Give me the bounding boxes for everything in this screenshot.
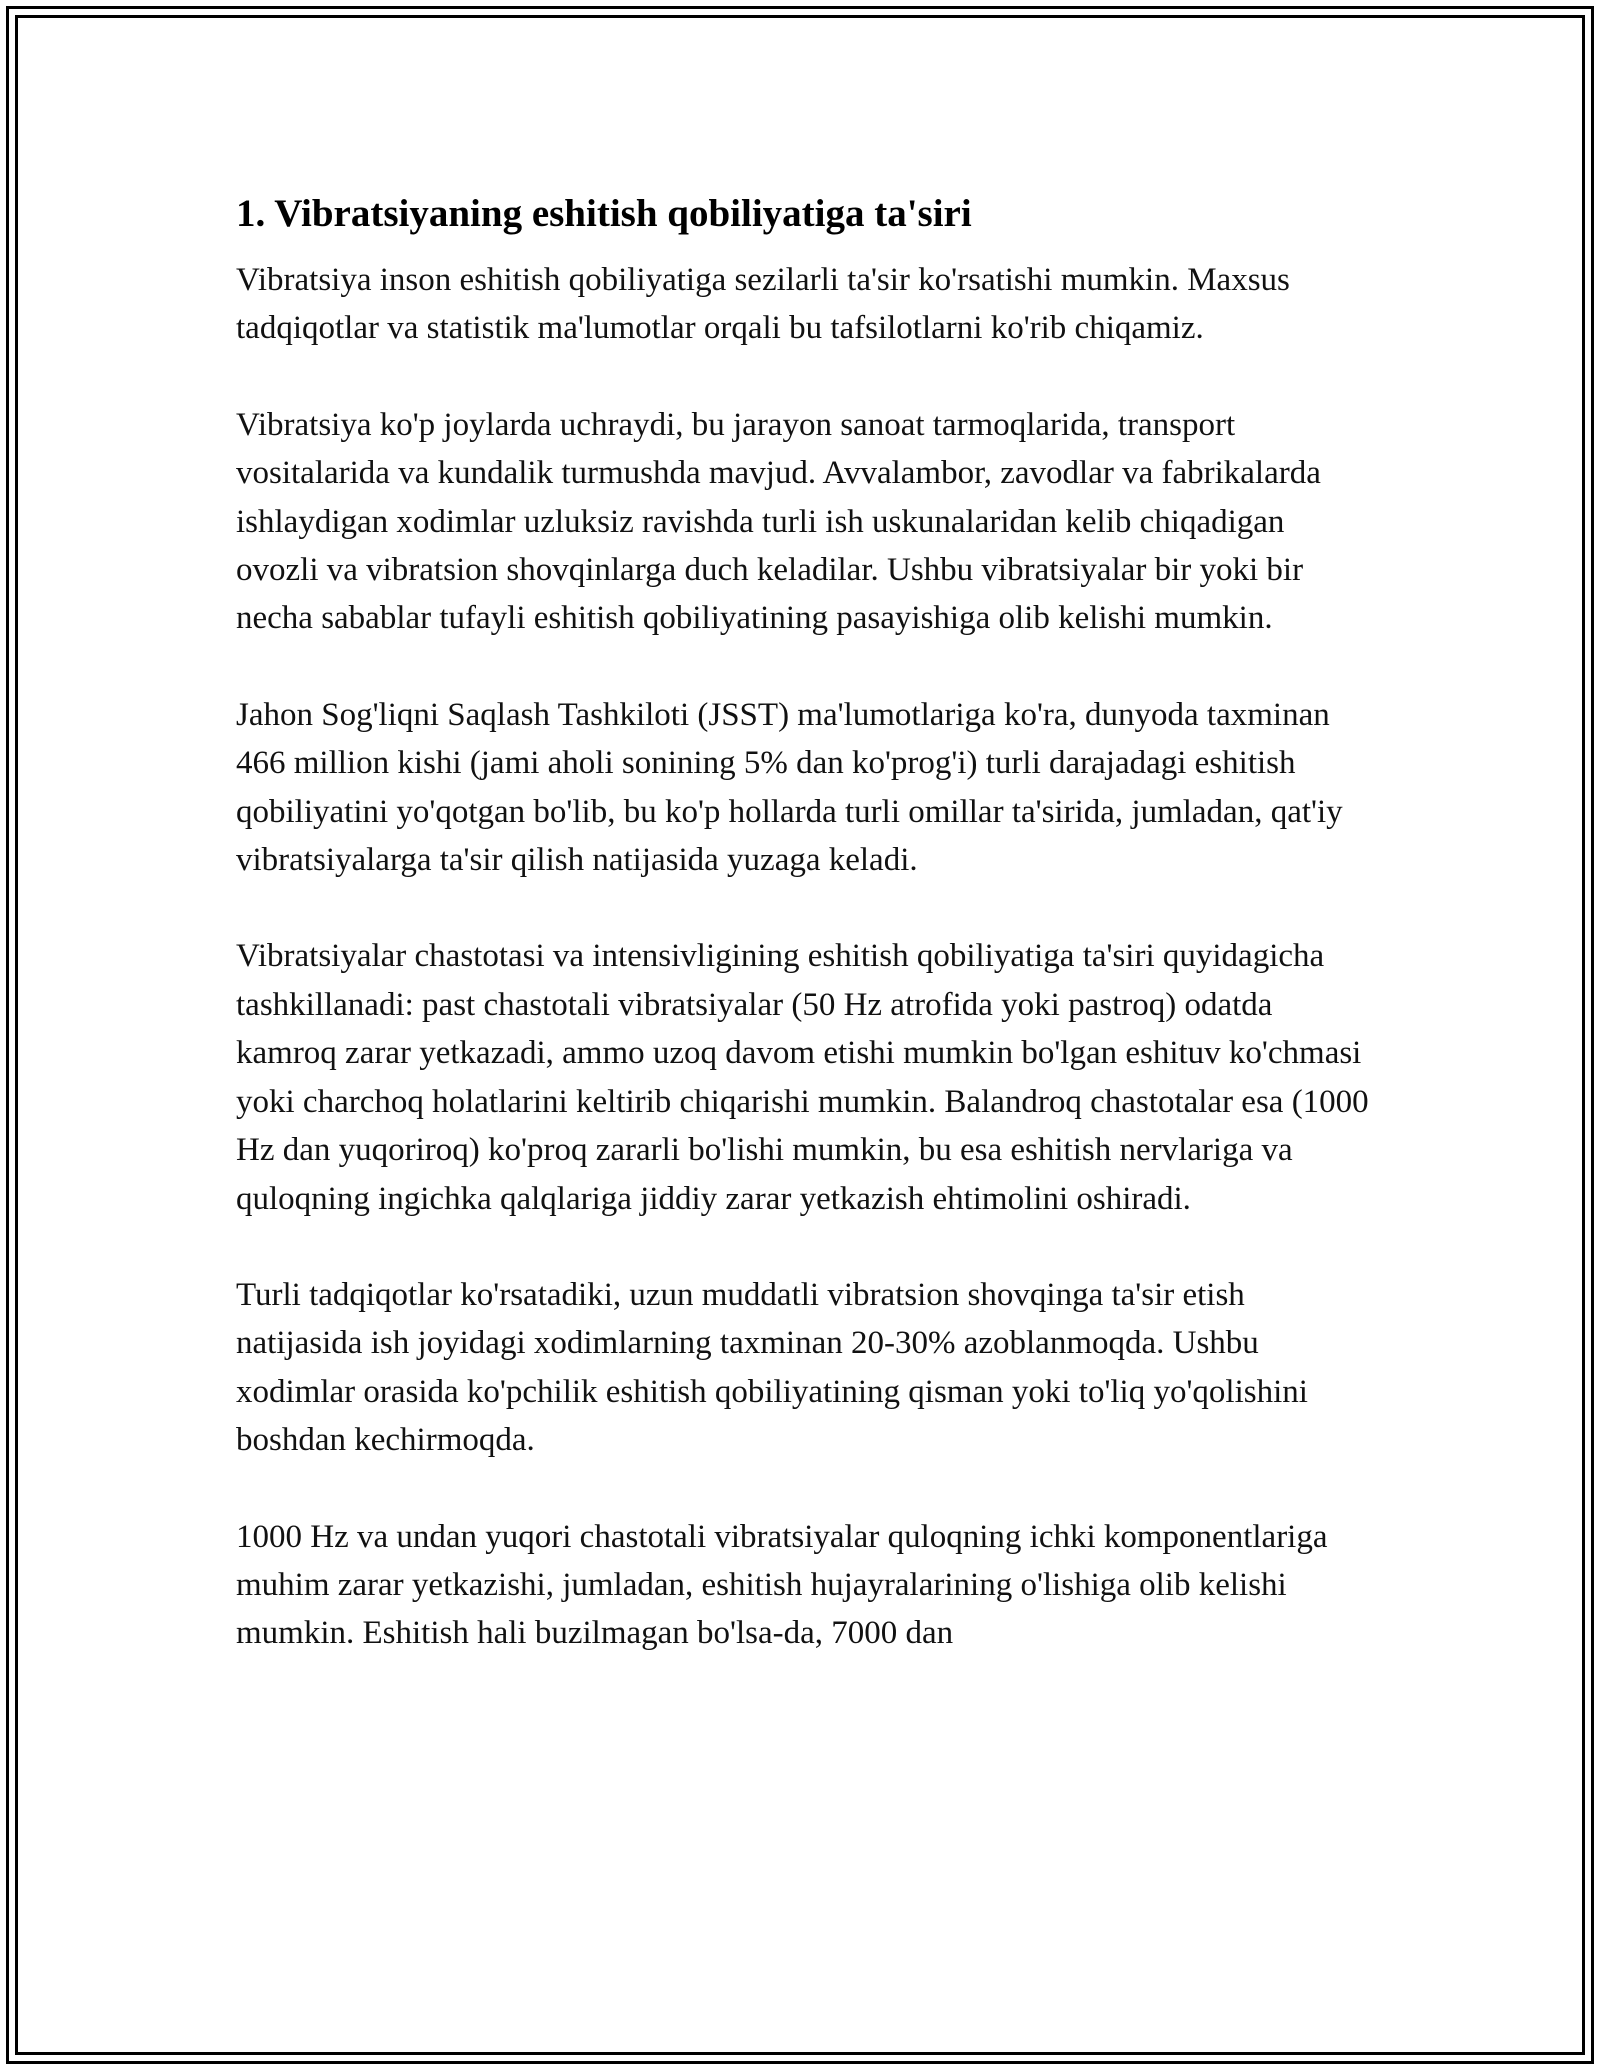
paragraph-frequency-effects: Vibratsiyalar chastotasi va intensivligining eshitish qobiliyatiga ta'siri quyidagicha tashkillanadi: past chastotali vibratsiyalar (50 Hz atrofida yoki pastroq) odatda kamroq zarar yetkazadi, ammo uzoq davom etishi mumkin bo'lgan eshituv ko'chmasi yoki charchoq holatlarini keltirib chiqarishi mumkin. Balandroq chastotalar esa (1000 Hz dan yuqoriroq) ko'proq zararli bo'lishi mumkin, bu esa eshitish nervlariga va quloqning ingichka qalqlariga jiddiy zarar yetkazish ehtimolini oshiradi.: [236, 938, 1369, 1217]
document-body: [236, 186, 1372, 1658]
paragraph-research-findings: Turli tadqiqotlar ko'rsatadiki, uzun muddatli vibratsion shovqinga ta'sir etish natijasida ish joyidagi xodimlarning taxminan 20-30% azoblanmoqda. Ushbu xodimlar orasida ko'pchilik eshitish qobiliyatining qisman yoki to'liq yo'qolishini boshdan kechirmoqda.: [236, 1276, 1308, 1459]
paragraph-high-frequency: 1000 Hz va undan yuqori chastotali vibratsiyalar quloqning ichki komponentlariga muhim zarar yetkazishi, jumladan, eshitish hujayralarining o'lishiga olib kelishi mumkin. Eshitish hali buzilmagan bo'lsa-da, 7000 dan: [236, 1518, 1328, 1652]
paragraph-who-statistics: Jahon Sog'liqni Saqlash Tashkiloti (JSST) ma'lumotlariga ko'ra, dunyoda taxminan 466 million kishi (jami aholi sonining 5% dan ko'prog'i) turli darajadagi eshitish qobiliyatini yo'qotgan bo'lib, bu ko'p hollarda turli omillar ta'sirida, jumladan, qat'iy vibratsiyalarga ta'sir qilish natijasida yuzaga keladi.: [236, 696, 1343, 879]
section-heading: 1. Vibratsiyaning eshitish qobiliyatiga ta'siri: [236, 192, 972, 235]
paragraph-sources: Vibratsiya ko'p joylarda uchraydi, bu jarayon sanoat tarmoqlarida, transport vositalarida va kundalik turmushda mavjud. Avvalambor, zavodlar va fabrikalarda ishlaydigan xodimlar uzluksiz ravishda turli ish uskunalaridan kelib chiqadigan ovozli va vibratsion shovqinlarga duch keladilar. Ushbu vibratsiyalar bir yoki bir necha sabablar tufayli eshitish qobiliyatining pasayishiga olib kelishi mumkin.: [236, 406, 1321, 637]
paragraph-intro: Vibratsiya inson eshitish qobiliyatiga sezilarli ta'sir ko'rsatishi mumkin. Maxsus tadqiqotlar va statistik ma'lumotlar orqali bu tafsilotlarni ko'rib chiqamiz.: [236, 262, 1290, 347]
